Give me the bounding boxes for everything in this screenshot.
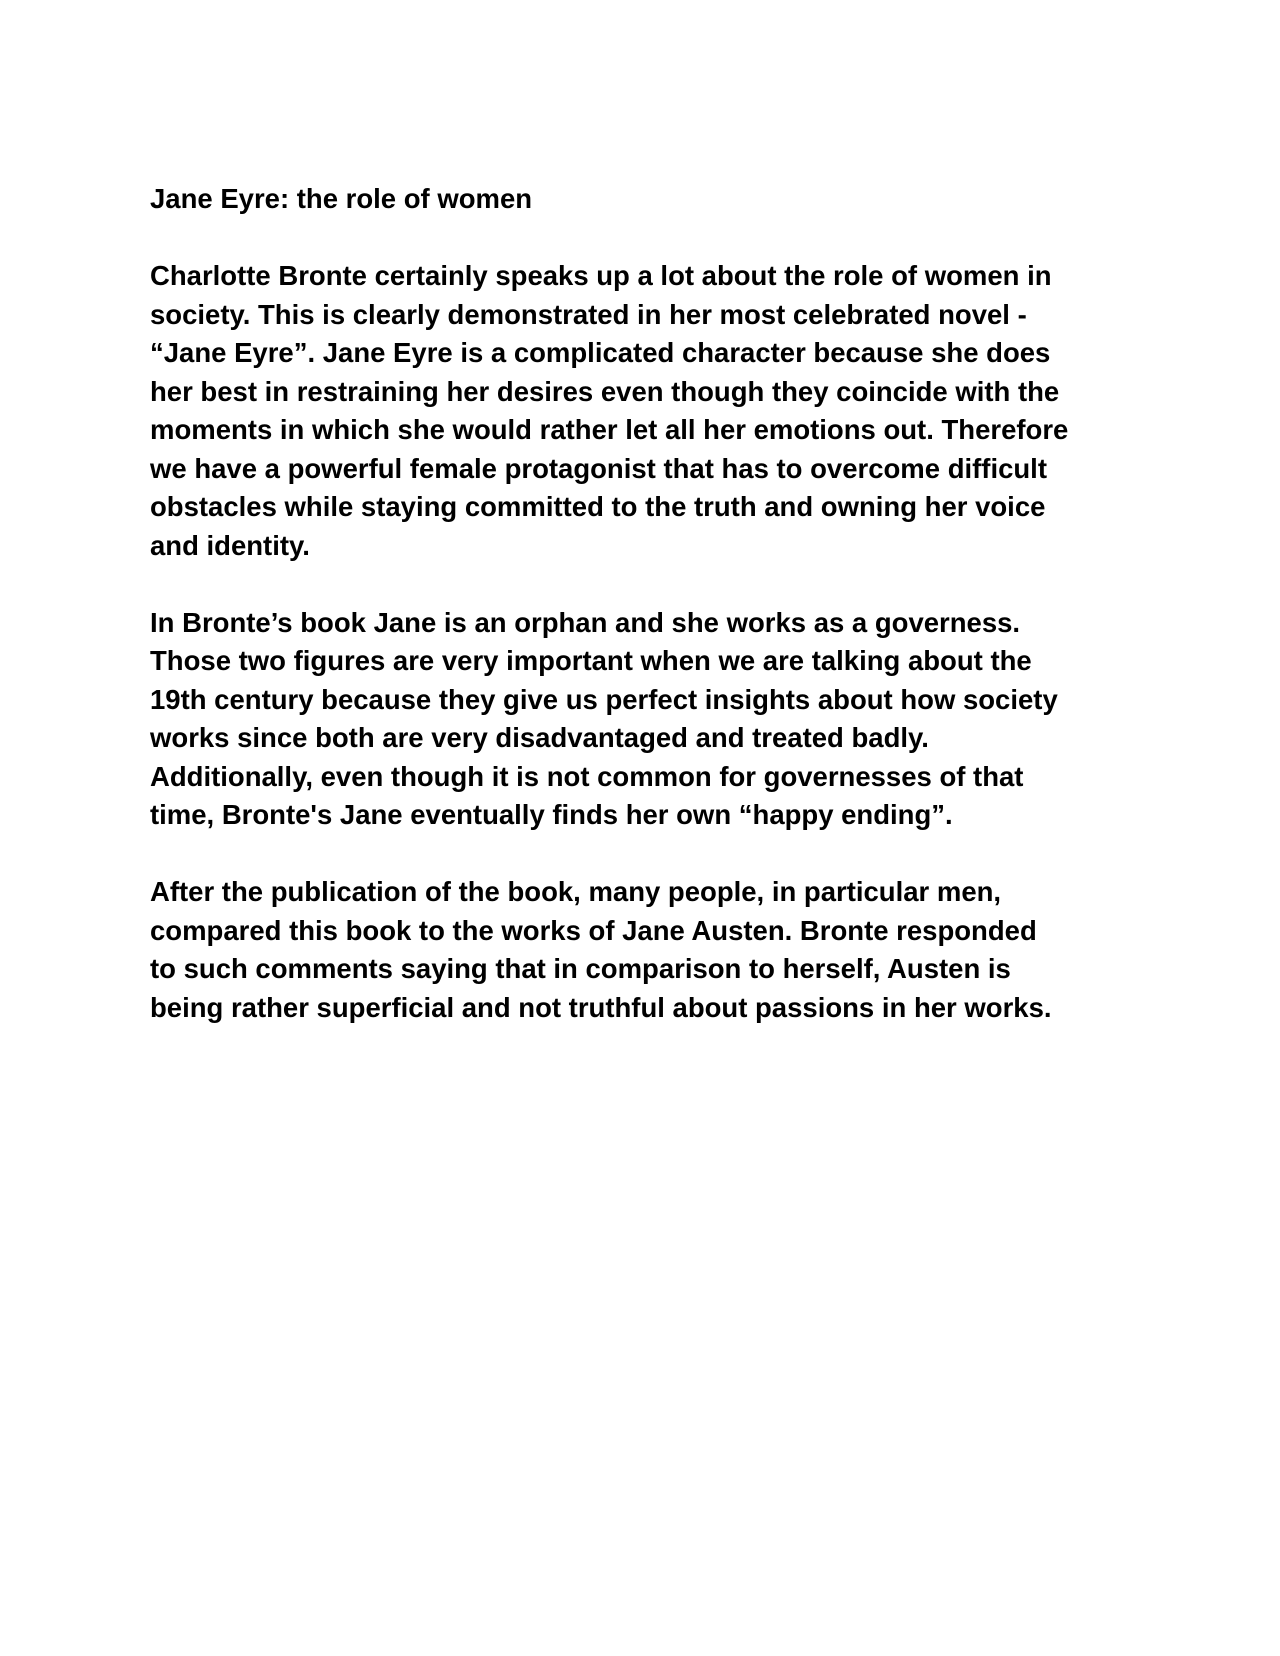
paragraph-line: 19th century because they give us perfect insights about how society	[150, 683, 1058, 715]
paragraph-line: moments in which she would rather let all her emotions out. Therefore	[150, 414, 1069, 445]
paragraph-line: After the publication of the book, many people, in particular men,	[150, 876, 1002, 907]
paragraph-line: to such comments saying that in comparison to herself, Austen is	[150, 953, 1011, 984]
paragraph-line: society. This is clearly demonstrated in her most celebrated novel -	[150, 298, 1027, 330]
paragraph-line: time, Bronte's Jane eventually finds her own “happy ending”.	[150, 799, 953, 830]
paragraph-line: her best in restraining her desires even though they coincide with the	[150, 375, 1060, 407]
document-body	[150, 180, 1140, 1066]
paragraph-line: and identity.	[150, 529, 310, 561]
paragraph-1	[150, 257, 1140, 565]
paragraph-line: Those two figures are very important when we are talking about the	[150, 645, 1032, 676]
paragraph-line: Charlotte Bronte certainly speaks up a lot about the role of women in	[150, 260, 1052, 291]
paragraph-line: Additionally, even though it is not common for governesses of that	[150, 760, 1024, 792]
paragraph-line: obstacles while staying committed to the truth and owning her voice	[150, 491, 1046, 522]
paragraph-2	[150, 604, 1140, 835]
document-title: Jane Eyre: the role of women	[150, 183, 533, 214]
paragraph-3	[150, 873, 1140, 1027]
paragraph-line: we have a powerful female protagonist that has to overcome difficult	[150, 452, 1047, 484]
paragraph-line: In Bronte’s book Jane is an orphan and she works as a governess.	[150, 606, 1021, 638]
paragraph-line: being rather superficial and not truthful about passions in her works.	[150, 991, 1052, 1023]
paragraph-line: works since both are very disadvantaged and treated badly.	[150, 722, 929, 753]
paragraph-line: “Jane Eyre”. Jane Eyre is a complicated character because she does	[150, 337, 1051, 368]
paragraph-line: compared this book to the works of Jane Austen. Bronte responded	[150, 914, 1037, 946]
